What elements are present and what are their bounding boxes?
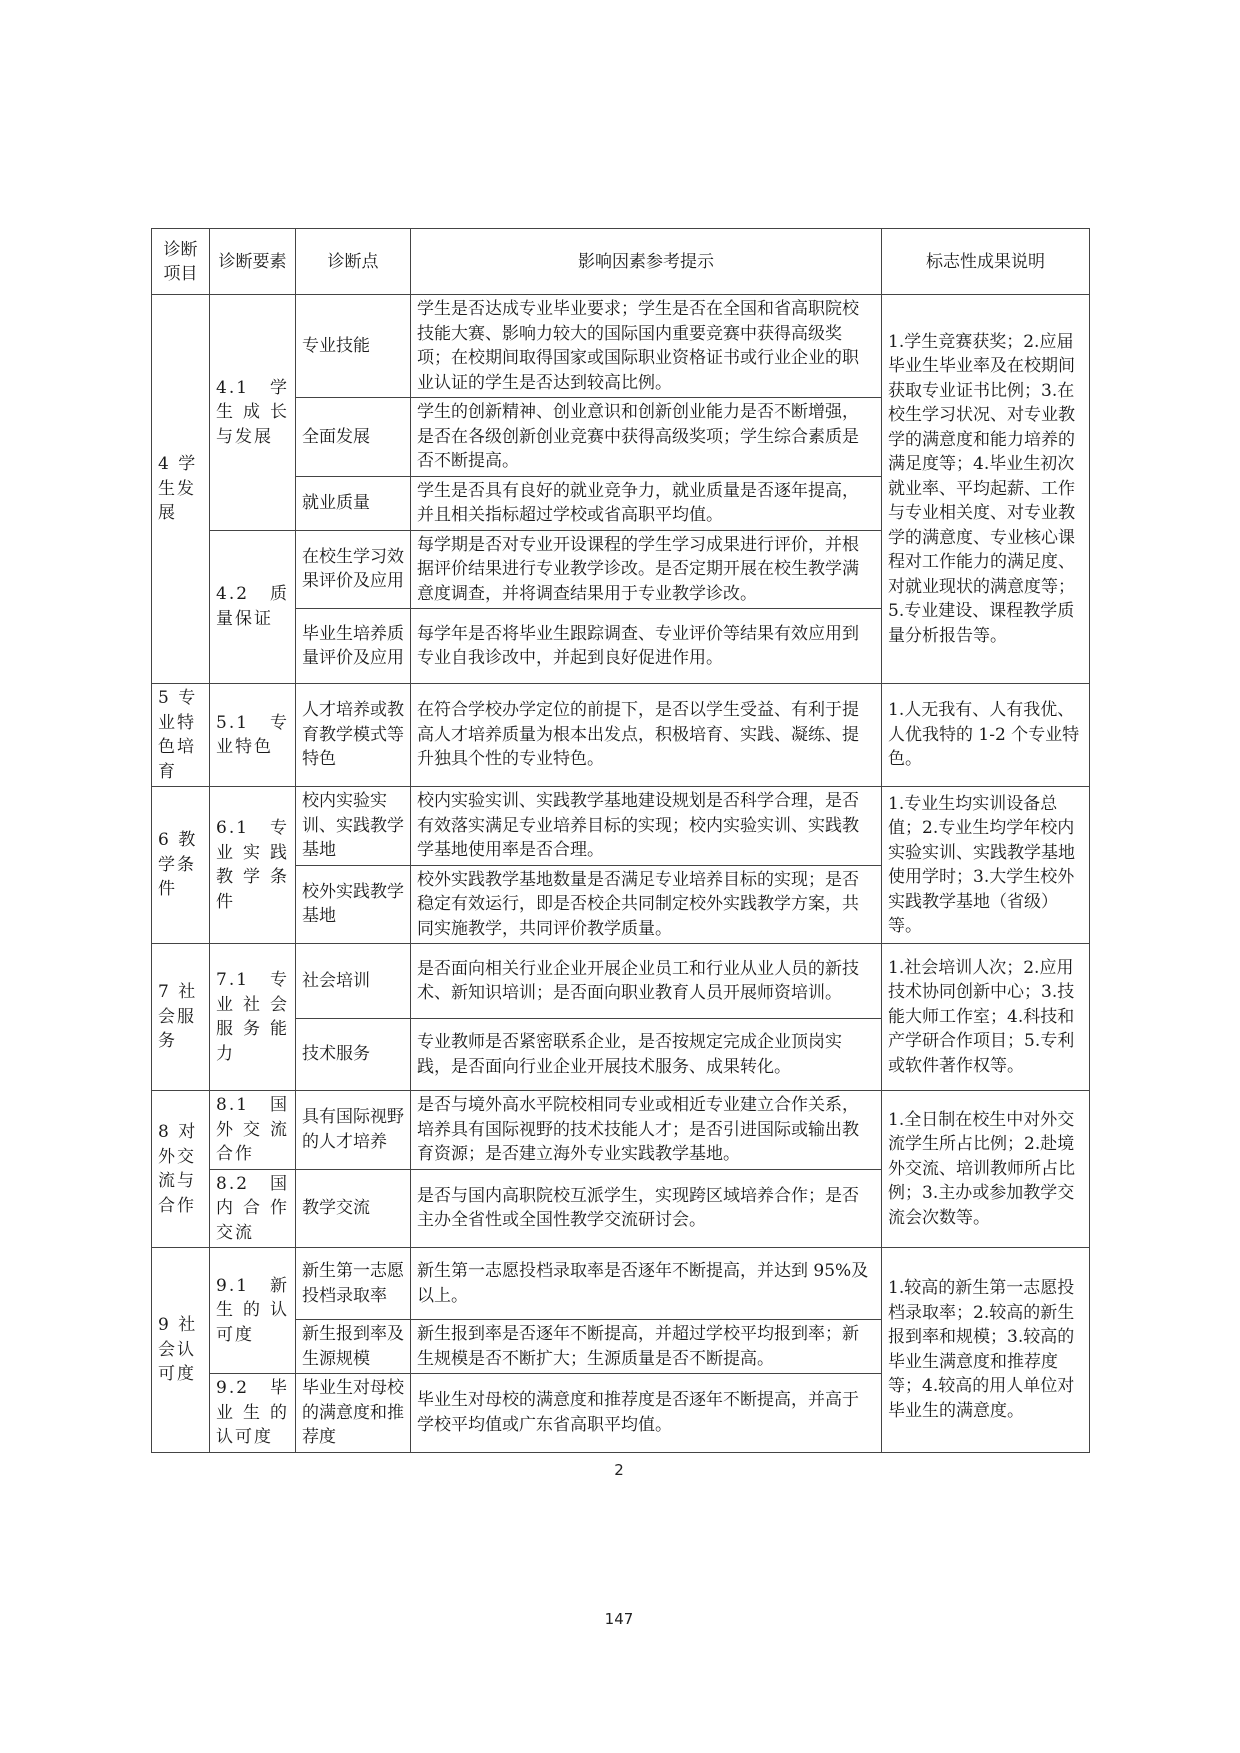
result-cell: 1.学生竞赛获奖；2.应届毕业生毕业率及在校期间获取专业证书比例；3.在校生学习状况、对专业教学的满意度和能力培养的满足度等；4.毕业生初次就业率、平均起薪、工作与专业相关度、对专业教学的满意度、专业核心课程对工作能力的满足度、对就业现状的满意度等；5.专业建设、课程教学质量分析报告等。 xyxy=(882,295,1090,684)
header-point: 诊断点 xyxy=(296,229,411,295)
result-cell: 1.人无我有、人有我优、人优我特的 1-2 个专业特色。 xyxy=(882,684,1090,787)
factor-cell: 毕业生对母校的满意度和推荐度是否逐年不断提高，并高于学校平均值或广东省高职平均值。 xyxy=(411,1374,882,1453)
factor-cell: 校外实践教学基地数量是否满足专业培养目标的实现；是否稳定有效运行，即是否校企共同制定校外实践教学方案，共同实施教学，共同评价教学质量。 xyxy=(411,865,882,944)
table-row xyxy=(152,1248,1090,1320)
element-cell: 6.1 专业实践教学条件 xyxy=(210,787,296,944)
point-cell: 毕业生培养质量评价及应用 xyxy=(296,609,411,684)
point-cell: 全面发展 xyxy=(296,398,411,477)
point-cell: 新生报到率及生源规模 xyxy=(296,1320,411,1374)
point-cell: 在校生学习效果评价及应用 xyxy=(296,530,411,609)
element-cell: 9.2 毕业生的认可度 xyxy=(210,1374,296,1453)
factor-cell: 校内实验实训、实践教学基地建设规划是否科学合理，是否有效落实满足专业培养目标的实现；校内实验实训、实践教学基地使用率是否合理。 xyxy=(411,787,882,866)
element-cell: 4.1 学生成长与发展 xyxy=(210,295,296,531)
table-row xyxy=(152,944,1090,1019)
header-factor: 影响因素参考提示 xyxy=(411,229,882,295)
point-cell: 毕业生对母校的满意度和推荐度 xyxy=(296,1374,411,1453)
diagnosis-table xyxy=(151,228,1090,1453)
factor-cell: 学生是否达成专业毕业要求；学生是否在全国和省高职院校技能大赛、影响力较大的国际国内重要竞赛中获得高级奖项；在校期间取得国家或国际职业资格证书或行业企业的职业认证的学生是否达到较高比例。 xyxy=(411,295,882,398)
project-cell: 7 社会服务 xyxy=(152,944,210,1091)
element-cell: 4.2 质量保证 xyxy=(210,530,296,684)
factor-cell: 在符合学校办学定位的前提下，是否以学生受益、有利于提高人才培养质量为根本出发点，积极培育、实践、凝练、提升独具个性的专业特色。 xyxy=(411,684,882,787)
factor-cell: 是否与境外高水平院校相同专业或相近专业建立合作关系，培养具有国际视野的技术技能人才；是否引进国际或输出教育资源；是否建立海外专业实践教学基地。 xyxy=(411,1091,882,1170)
table-row xyxy=(152,1091,1090,1170)
project-cell: 5 专业特色培育 xyxy=(152,684,210,787)
header-result: 标志性成果说明 xyxy=(882,229,1090,295)
point-cell: 新生第一志愿投档录取率 xyxy=(296,1248,411,1320)
result-cell: 1.专业生均实训设备总值；2.专业生均学年校内实验实训、实践教学基地使用学时；3.大学生校外实践教学基地（省级）等。 xyxy=(882,787,1090,944)
factor-cell: 每学年是否将毕业生跟踪调查、专业评价等结果有效应用到专业自我诊改中，并起到良好促进作用。 xyxy=(411,609,882,684)
point-cell: 就业质量 xyxy=(296,476,411,530)
result-cell: 1.全日制在校生中对外交流学生所占比例；2.赴境外交流、培训教师所占比例；3.主办或参加教学交流会次数等。 xyxy=(882,1091,1090,1248)
factor-cell: 是否与国内高职院校互派学生，实现跨区域培养合作；是否主办全省性或全国性教学交流研讨会。 xyxy=(411,1169,882,1248)
point-cell: 人才培养或教育教学模式等特色 xyxy=(296,684,411,787)
point-cell: 社会培训 xyxy=(296,944,411,1019)
factor-cell: 学生的创新精神、创业意识和创新创业能力是否不断增强，是否在各级创新创业竞赛中获得高级奖项；学生综合素质是否不断提高。 xyxy=(411,398,882,477)
factor-cell: 每学期是否对专业开设课程的学生学习成果进行评价，并根据评价结果进行专业教学诊改。是否定期开展在校生教学满意度调查，并将调查结果用于专业教学诊改。 xyxy=(411,530,882,609)
element-cell: 9.1 新生的认可度 xyxy=(210,1248,296,1374)
element-cell: 8.2 国内合作交流 xyxy=(210,1169,296,1248)
project-cell: 8 对外交流与合作 xyxy=(152,1091,210,1248)
result-cell: 1.较高的新生第一志愿投档录取率；2.较高的新生报到率和规模；3.较高的毕业生满意度和推荐度等；4.较高的用人单位对毕业生的满意度。 xyxy=(882,1248,1090,1453)
header-element: 诊断要素 xyxy=(210,229,296,295)
table-row xyxy=(152,684,1090,787)
factor-cell: 学生是否具有良好的就业竞争力，就业质量是否逐年提高，并且相关指标超过学校或省高职平均值。 xyxy=(411,476,882,530)
point-cell: 教学交流 xyxy=(296,1169,411,1248)
project-cell: 6 教学条件 xyxy=(152,787,210,944)
point-cell: 具有国际视野的人才培养 xyxy=(296,1091,411,1170)
element-cell: 5.1 专业特色 xyxy=(210,684,296,787)
inner-page-number: 2 xyxy=(614,1461,624,1479)
factor-cell: 专业教师是否紧密联系企业，是否按规定完成企业顶岗实践，是否面向行业企业开展技术服务、成果转化。 xyxy=(411,1019,882,1091)
element-cell: 8.1 国外交流合作 xyxy=(210,1091,296,1170)
factor-cell: 新生报到率是否逐年不断提高，并超过学校平均报到率；新生规模是否不断扩大；生源质量是否不断提高。 xyxy=(411,1320,882,1374)
table-row xyxy=(152,787,1090,866)
point-cell: 技术服务 xyxy=(296,1019,411,1091)
outer-page-number: 147 xyxy=(604,1610,634,1628)
element-cell: 7.1 专业社会服务能力 xyxy=(210,944,296,1091)
header-project: 诊断项目 xyxy=(152,229,210,295)
factor-cell: 新生第一志愿投档录取率是否逐年不断提高，并达到 95%及以上。 xyxy=(411,1248,882,1320)
factor-cell: 是否面向相关行业企业开展企业员工和行业从业人员的新技术、新知识培训；是否面向职业教育人员开展师资培训。 xyxy=(411,944,882,1019)
project-cell: 4 学生发展 xyxy=(152,295,210,684)
point-cell: 校外实践教学基地 xyxy=(296,865,411,944)
point-cell: 校内实验实训、实践教学基地 xyxy=(296,787,411,866)
result-cell: 1.社会培训人次；2.应用技术协同创新中心；3.技能大师工作室；4.科技和产学研合作项目；5.专利或软件著作权等。 xyxy=(882,944,1090,1091)
table-header-row xyxy=(152,229,1090,295)
table-row xyxy=(152,295,1090,398)
point-cell: 专业技能 xyxy=(296,295,411,398)
project-cell: 9 社会认可度 xyxy=(152,1248,210,1453)
